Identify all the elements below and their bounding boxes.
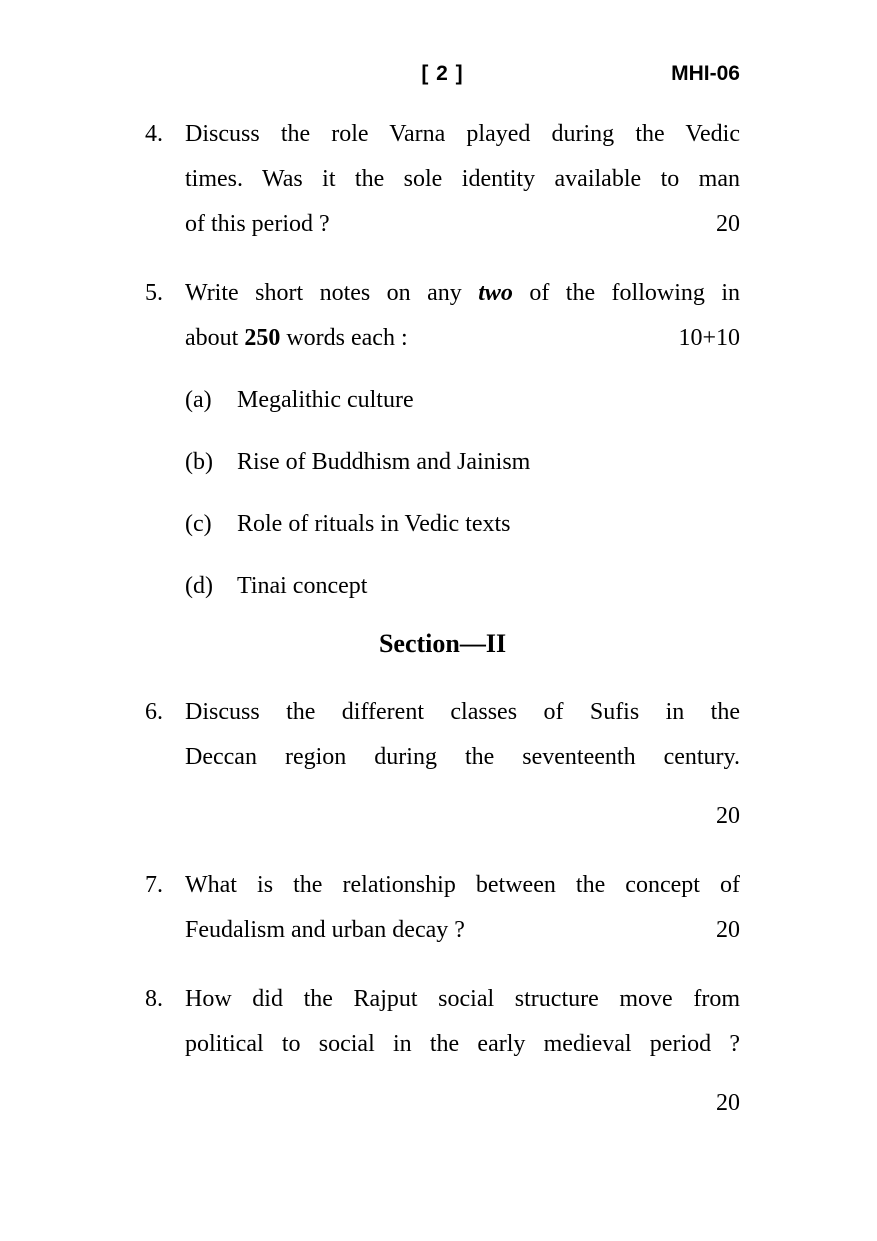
section-heading: Section—II [378, 629, 507, 658]
question-body [185, 977, 740, 1126]
question-line: political to social in the early medieval period ? [185, 1031, 740, 1057]
option-text: Tinai concept [237, 573, 368, 599]
question-line: Deccan region during the seventeenth century. [185, 744, 740, 770]
option-label: (a) [185, 387, 212, 413]
question-line-text: Feudalism and urban decay ? [185, 917, 465, 943]
question-line: What is the relationship between the concept of [185, 872, 740, 898]
question-body [185, 271, 740, 609]
question-number: 4. [145, 121, 163, 147]
question-line [185, 271, 740, 316]
question-body [185, 863, 740, 953]
question-line: times. Was it the sole identity available to man [185, 166, 740, 192]
question-line [185, 202, 740, 247]
bold-word: 250 [244, 325, 281, 351]
question-number: 7. [145, 872, 163, 898]
question-number: 5. [145, 280, 163, 306]
marks-value: 20 [716, 1090, 740, 1116]
option-b [185, 440, 740, 485]
question-line: Discuss the role Varna played during the Vedic [185, 121, 740, 147]
option-c [185, 502, 740, 547]
question-line: Discuss the different classes of Sufis in the [185, 699, 740, 725]
option-a [185, 378, 740, 423]
question-line-text: words each : [280, 325, 408, 351]
question-body [185, 690, 740, 839]
question-line-text: Write short notes on any [185, 280, 479, 306]
page-content [145, 60, 740, 1126]
marks-value: 10+10 [678, 325, 740, 351]
question-7 [145, 863, 740, 953]
marks-value: 20 [716, 803, 740, 829]
emphasis-word: two [478, 280, 513, 306]
option-label: (b) [185, 449, 213, 475]
page-number: [ 2 ] [421, 62, 464, 85]
option-label: (c) [185, 511, 212, 537]
question-line-text [185, 316, 408, 361]
question-line: How did the Rajput social structure move from [185, 986, 740, 1012]
paper-code: MHI-06 [671, 62, 740, 85]
question-number: 8. [145, 986, 163, 1012]
option-d [185, 564, 740, 609]
page-header [145, 60, 740, 88]
option-text: Role of rituals in Vedic texts [237, 511, 511, 537]
marks-value: 20 [716, 917, 740, 943]
option-label: (d) [185, 573, 213, 599]
question-line-text: about [185, 325, 245, 351]
option-text: Rise of Buddhism and Jainism [237, 449, 531, 475]
question-line [185, 908, 740, 953]
question-line-text: of this period ? [185, 211, 330, 237]
question-5 [145, 271, 740, 609]
question-line-text: of the following in [512, 280, 740, 306]
question-number: 6. [145, 699, 163, 725]
question-line [185, 316, 740, 361]
question-6 [145, 690, 740, 839]
option-text: Megalithic culture [237, 387, 414, 413]
question-body [185, 112, 740, 247]
marks-value: 20 [716, 211, 740, 237]
question-4 [145, 112, 740, 247]
question-8 [145, 977, 740, 1126]
